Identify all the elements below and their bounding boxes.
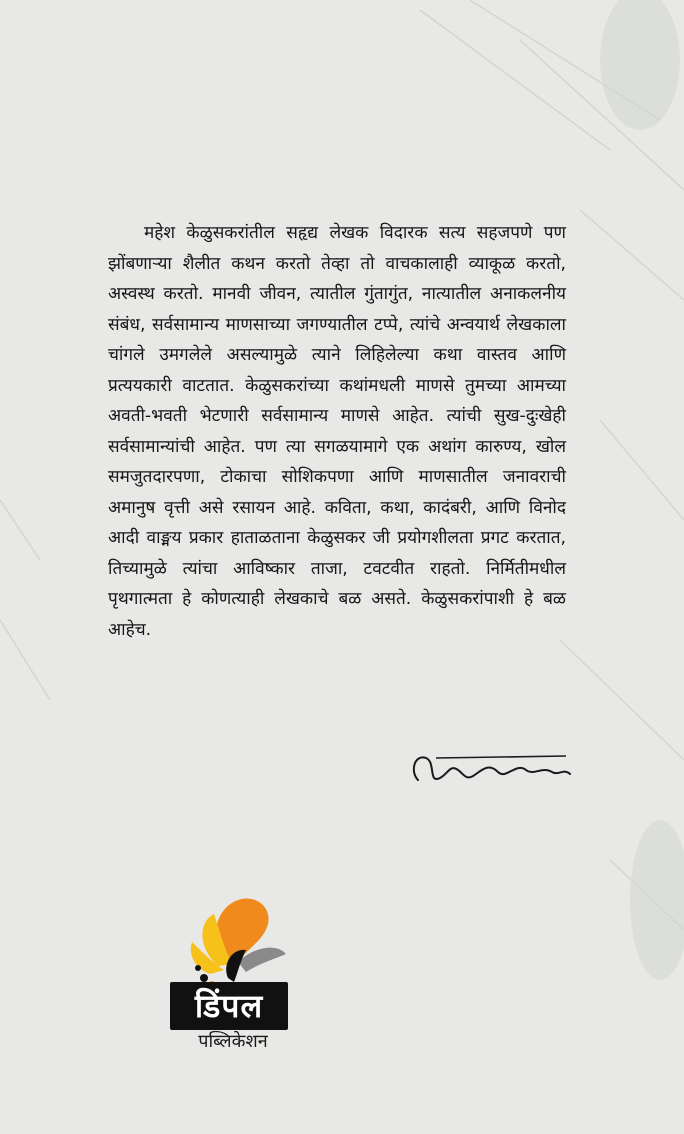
publisher-subtitle: पब्लिकेशन xyxy=(198,1031,268,1052)
publisher-name: डिंपल xyxy=(170,982,288,1030)
author-signature xyxy=(406,744,576,794)
back-cover-blurb: महेश केळुसकरांतील सहृद्य लेखक विदारक सत्य सहजपणे पण झोंबणाऱ्या शैलीत कथन करतो तेव्हा तो वाचकालाही व्याकूळ करतो, अस्वस्थ करतो. मानवी जीवन, त्यातील गुंतागुंत, नात्यातील अनाकलनीय संबंध, सर्वसामान्य माणसाच्या जगण्यातील टप्पे, त्यांचे अन्वयार्थ लेखकाला चांगले उमगलेले असल्यामुळे त्याने लिहिलेल्या कथा वास्तव आणि प्रत्ययकारी वाटतात. केळुसकरांच्या कथांमधली माणसे तुमच्या आमच्या अवती-भवती भेटणारी सर्वसामान्य माणसे आहेत. त्यांची सुख-दुःखेही सर्वसामान्यांची आहेत. पण त्या सगळयामागे एक अथांग कारुण्य, खोल समजुतदारपणा, टोकाचा सोशिकपणा आणि माणसातील जनावराची अमानुष वृत्ती असे रसायन आहे. कविता, कथा, कादंबरी, आणि विनोद आदी वाङ्मय प्रकार हाताळताना केळुसकर जी प्रयोगशीलता प्रगट करतात, तिच्यामुळे त्यांचा आविष्कार ताजा, टवटवीत राहतो. निर्मितीमधील पृथगात्मता हे कोणत्याही लेखकाचे बळ असते. केळुसकरांपाशी हे बळ आहेच. xyxy=(108,223,566,640)
signature-text: मधु मंगेश कर्णिक xyxy=(463,785,519,794)
